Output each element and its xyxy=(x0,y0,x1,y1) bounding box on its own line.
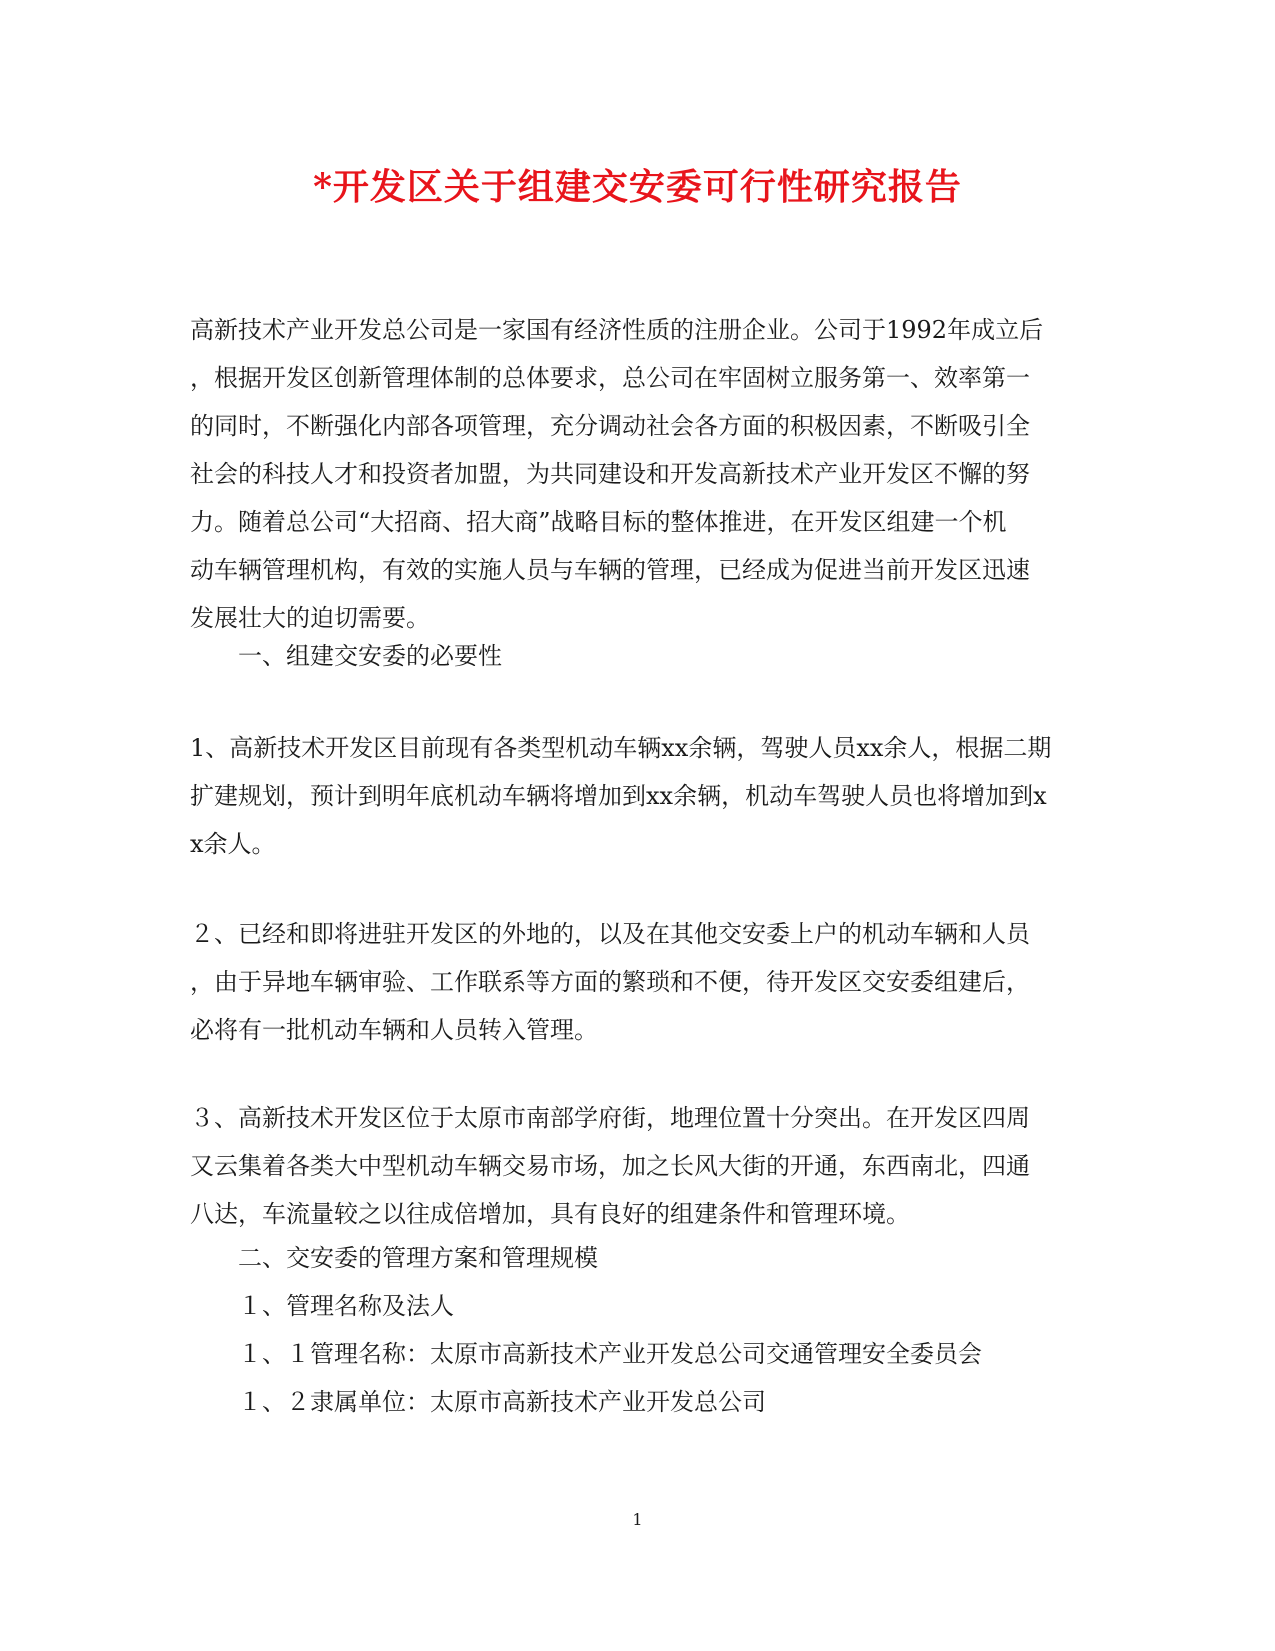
text-line: 必将有一批机动车辆和人员转入管理。 xyxy=(190,1016,598,1044)
text-line: 八达，车流量较之以往成倍增加，具有良好的组建条件和管理环境。 xyxy=(190,1200,910,1228)
text-line: 力。随着总公司“大招商、招大商”战略目标的整体推进，在开发区组建一个机 xyxy=(190,508,1007,536)
text-line: ，根据开发区创新管理体制的总体要求，总公司在牢固树立服务第一、效率第一 xyxy=(190,364,1030,392)
subsection-item: １、２隶属单位：太原市高新技术产业开发总公司 xyxy=(238,1388,766,1416)
document-title: *开发区关于组建交安委可行性研究报告 xyxy=(313,166,962,208)
text-line: 的同时，不断强化内部各项管理，充分调动社会各方面的积极因素，不断吸引全 xyxy=(190,412,1030,440)
point-2-paragraph xyxy=(190,910,1070,1054)
subsection-heading: １、管理名称及法人 xyxy=(238,1292,454,1320)
text-line: ３、高新技术开发区位于太原市南部学府街，地理位置十分突出。在开发区四周 xyxy=(190,1104,1030,1132)
heading-text: 一、组建交安委的必要性 xyxy=(238,642,502,670)
subsection-item: １、１管理名称：太原市高新技术产业开发总公司交通管理安全委员会 xyxy=(238,1340,982,1368)
section-heading-necessity xyxy=(238,632,1118,680)
section-management-plan xyxy=(238,1234,1118,1426)
point-1-paragraph xyxy=(190,724,1070,868)
text-line: ２、已经和即将进驻开发区的外地的，以及在其他交安委上户的机动车辆和人员 xyxy=(190,920,1030,948)
text-line: x余人。 xyxy=(190,830,276,858)
point-3-paragraph xyxy=(190,1094,1070,1238)
text-line: 社会的科技人才和投资者加盟，为共同建设和开发高新技术产业开发区不懈的努 xyxy=(190,460,1030,488)
page-number: 1 xyxy=(632,1510,643,1529)
intro-paragraph xyxy=(190,306,1070,642)
section-heading-management: 二、交安委的管理方案和管理规模 xyxy=(238,1244,598,1272)
text-line: 发展壮大的迫切需要。 xyxy=(190,604,430,632)
text-line: 又云集着各类大中型机动车辆交易市场，加之长风大街的开通，东西南北，四通 xyxy=(190,1152,1030,1180)
text-line: 1、高新技术开发区目前现有各类型机动车辆xx余辆，驾驶人员xx余人，根据二期 xyxy=(190,734,1052,762)
text-line: 高新技术产业开发总公司是一家国有经济性质的注册企业。公司于1992年成立后 xyxy=(190,316,1044,344)
text-line: 动车辆管理机构，有效的实施人员与车辆的管理，已经成为促进当前开发区迅速 xyxy=(190,556,1030,584)
text-line: 扩建规划，预计到明年底机动车辆将增加到xx余辆，机动车驾驶人员也将增加到x xyxy=(190,782,1047,810)
text-line: ，由于异地车辆审验、工作联系等方面的繁琐和不便，待开发区交安委组建后， xyxy=(190,968,1030,996)
